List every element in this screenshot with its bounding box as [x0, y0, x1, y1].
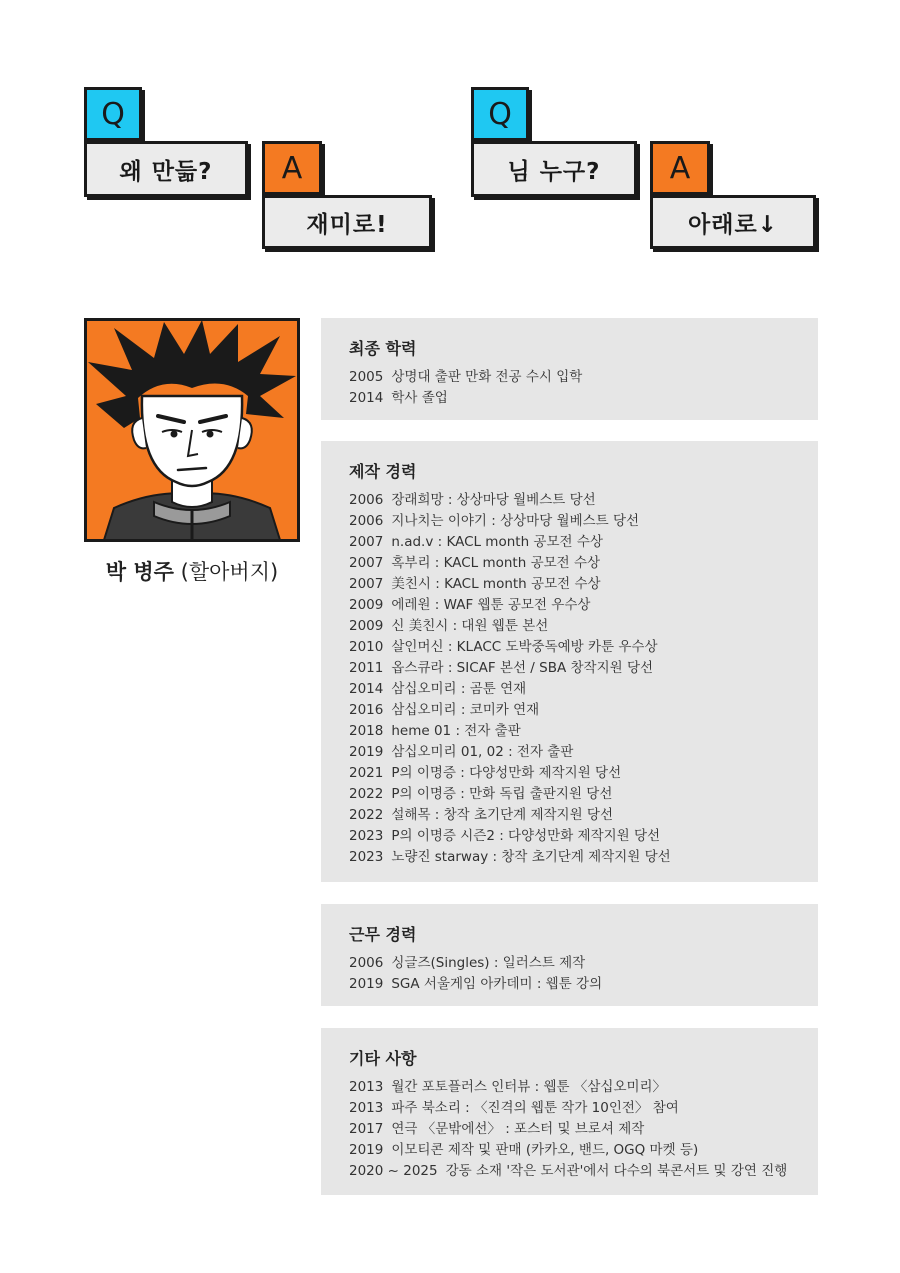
- item-text: heme 01 : 전자 출판: [391, 723, 521, 739]
- item-text: 삼십오미리 : 코미카 연재: [391, 702, 540, 718]
- item-text: P의 이명증 : 만화 독립 출판지원 당선: [391, 786, 613, 802]
- q-letter: Q: [488, 96, 512, 132]
- list-item: [349, 388, 790, 409]
- answer-text: 재미로!: [306, 211, 388, 238]
- list-item: [349, 953, 790, 974]
- item-year: 2006: [349, 955, 384, 971]
- item-year: 2007: [349, 555, 384, 571]
- a-letter: A: [669, 150, 691, 186]
- list-item: [349, 805, 790, 826]
- item-text: 장래희망 : 상상마당 월베스트 당선: [391, 492, 596, 508]
- portrait-illustration: [84, 318, 300, 542]
- list-item: [349, 574, 790, 595]
- item-year: 2007: [349, 576, 384, 592]
- list-item: [349, 1077, 790, 1098]
- item-year: 2014: [349, 681, 384, 697]
- item-text: 설해목 : 창작 초기단계 제작지원 당선: [391, 807, 613, 823]
- item-year: 2009: [349, 618, 384, 634]
- q-letter: Q: [101, 96, 125, 132]
- list-item: [349, 784, 790, 805]
- item-text: 연극 〈문밖에선〉 : 포스터 및 브로셔 제작: [391, 1121, 645, 1137]
- list-item: [349, 721, 790, 742]
- item-year: 2018: [349, 723, 384, 739]
- list-item: [349, 847, 790, 868]
- list-item: [349, 511, 790, 532]
- list-item: [349, 616, 790, 637]
- item-text: 美친시 : KACL month 공모전 수상: [391, 576, 601, 592]
- item-year: 2023: [349, 849, 384, 865]
- list-item: [349, 974, 790, 995]
- list-item: [349, 367, 790, 388]
- list-item: [349, 763, 790, 784]
- list-item: [349, 532, 790, 553]
- item-year: 2019: [349, 976, 384, 992]
- list-item: [349, 595, 790, 616]
- item-year: 2017: [349, 1121, 384, 1137]
- production-list: [349, 490, 790, 868]
- item-year: 2020 ~ 2025: [349, 1163, 438, 1179]
- a-letter: A: [281, 150, 303, 186]
- list-item: [349, 679, 790, 700]
- question-bubble-2: [471, 141, 637, 197]
- list-item: [349, 637, 790, 658]
- section-title: 제작 경력: [349, 462, 417, 481]
- question-bubble-1: [84, 141, 248, 197]
- list-item: [349, 1161, 790, 1182]
- list-item: [349, 1140, 790, 1161]
- list-item: [349, 1119, 790, 1140]
- item-text: 학사 졸업: [391, 390, 448, 406]
- answer-text: 아래로↓: [688, 211, 778, 238]
- item-year: 2010: [349, 639, 384, 655]
- item-text: 옵스큐라 : SICAF 본선 / SBA 창작지원 당선: [391, 660, 654, 676]
- item-year: 2011: [349, 660, 384, 676]
- list-item: [349, 658, 790, 679]
- section-title: 최종 학력: [349, 339, 417, 358]
- answer-bubble-1: [262, 195, 432, 249]
- a-tile-2: [650, 141, 710, 195]
- list-item: [349, 1098, 790, 1119]
- list-item: [349, 826, 790, 847]
- list-item: [349, 553, 790, 574]
- item-text: 노량진 starway : 창작 초기단계 제작지원 당선: [391, 849, 671, 865]
- item-year: 2023: [349, 828, 384, 844]
- item-text: 상명대 출판 만화 전공 수시 입학: [391, 369, 583, 385]
- item-year: 2013: [349, 1079, 384, 1095]
- item-text: 신 美친시 : 대원 웹툰 본선: [391, 618, 549, 634]
- item-text: 살인머신 : KLACC 도박중독예방 카툰 우수상: [391, 639, 658, 655]
- item-text: n.ad.v : KACL month 공모전 수상: [391, 534, 603, 550]
- item-year: 2005: [349, 369, 384, 385]
- item-year: 2007: [349, 534, 384, 550]
- education-section: [321, 318, 818, 420]
- list-item: [349, 742, 790, 763]
- list-item: [349, 490, 790, 511]
- item-text: 지나치는 이야기 : 상상마당 월베스트 당선: [391, 513, 640, 529]
- question-text: 님 누구?: [507, 158, 601, 185]
- item-year: 2022: [349, 786, 384, 802]
- name-text: 박 병주: [105, 560, 174, 584]
- item-text: 에레원 : WAF 웹툰 공모전 우수상: [391, 597, 591, 613]
- section-title: 기타 사항: [349, 1049, 417, 1068]
- item-year: 2006: [349, 513, 384, 529]
- question-text: 왜 만듦?: [119, 158, 213, 185]
- section-title: 근무 경력: [349, 925, 417, 944]
- item-text: 혹부리 : KACL month 공모전 수상: [391, 555, 601, 571]
- list-item: [349, 700, 790, 721]
- alias-text: (할아버지): [180, 560, 279, 584]
- misc-list: [349, 1077, 790, 1182]
- item-text: SGA 서울게임 아카데미 : 웹툰 강의: [391, 976, 603, 992]
- misc-section: [321, 1028, 818, 1195]
- item-text: P의 이명증 : 다양성만화 제작지원 당선: [391, 765, 622, 781]
- item-year: 2022: [349, 807, 384, 823]
- person-name: [84, 556, 300, 586]
- a-tile-1: [262, 141, 322, 195]
- item-year: 2013: [349, 1100, 384, 1116]
- item-year: 2006: [349, 492, 384, 508]
- answer-bubble-2: [650, 195, 816, 249]
- production-career-section: [321, 441, 818, 882]
- work-experience-section: [321, 904, 818, 1006]
- item-year: 2009: [349, 597, 384, 613]
- item-year: 2019: [349, 1142, 384, 1158]
- item-text: 강동 소재 '작은 도서관'에서 다수의 북콘서트 및 강연 진행: [445, 1163, 788, 1179]
- item-text: 파주 북소리 : 〈진격의 웹툰 작가 10인전〉 참여: [391, 1100, 679, 1116]
- item-year: 2019: [349, 744, 384, 760]
- item-text: P의 이명증 시즌2 : 다양성만화 제작지원 당선: [391, 828, 661, 844]
- item-text: 싱글즈(Singles) : 일러스트 제작: [391, 955, 586, 971]
- item-year: 2014: [349, 390, 384, 406]
- education-list: [349, 367, 790, 409]
- item-year: 2016: [349, 702, 384, 718]
- item-text: 삼십오미리 01, 02 : 전자 출판: [391, 744, 574, 760]
- item-text: 월간 포토플러스 인터뷰 : 웹툰 〈삼십오미리〉: [391, 1079, 667, 1095]
- q-tile-1: [84, 87, 142, 141]
- q-tile-2: [471, 87, 529, 141]
- item-text: 삼십오미리 : 곰툰 연재: [391, 681, 527, 697]
- item-text: 이모티콘 제작 및 판매 (카카오, 밴드, OGQ 마켓 등): [391, 1142, 699, 1158]
- item-year: 2021: [349, 765, 384, 781]
- work-list: [349, 953, 790, 995]
